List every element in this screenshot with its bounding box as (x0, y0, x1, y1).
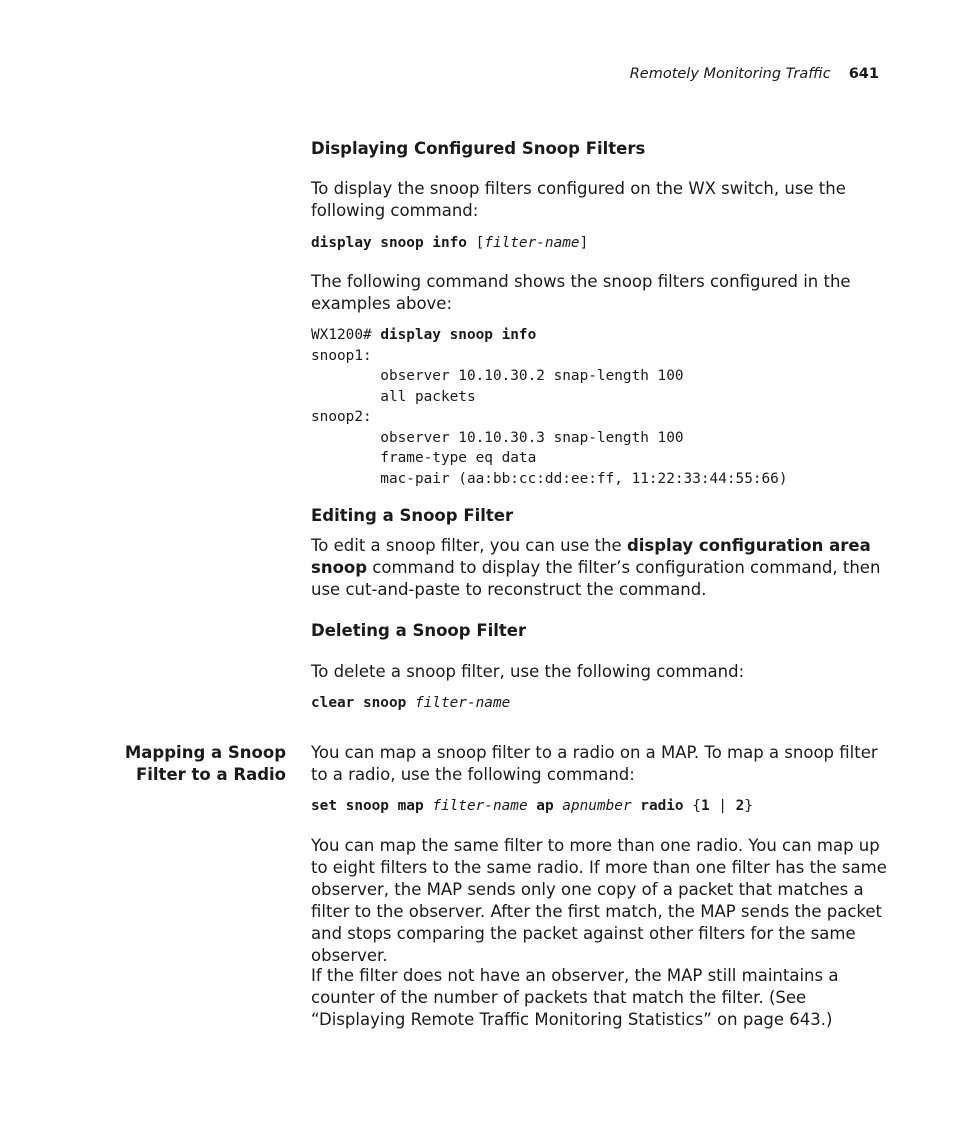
page-number: 641 (848, 66, 879, 82)
heading-editing-snoop-filter: Editing a Snoop Filter (311, 506, 514, 525)
output-line: snoop2: (311, 409, 372, 425)
command-brace-open: { (692, 798, 701, 814)
command-keyword: radio (640, 798, 684, 814)
running-header (630, 66, 879, 82)
command-set-snoop-map (311, 796, 753, 817)
example-prompt: WX1200# (311, 327, 381, 343)
command-argument: filter-name (432, 798, 528, 814)
running-header-title: Remotely Monitoring Traffic (629, 66, 831, 82)
heading-deleting-snoop-filter: Deleting a Snoop Filter (311, 621, 527, 640)
output-line: observer 10.10.30.2 snap-length 100 (311, 368, 684, 384)
command-value: 1 (700, 798, 710, 814)
paragraph-example-intro: The following command shows the snoop filters configured in the examples above: (311, 272, 851, 313)
edit-command-name: display configuration area snoop (311, 536, 871, 577)
side-heading-mapping (100, 742, 286, 786)
command-keyword: ap (536, 798, 554, 814)
command-value: 2 (735, 798, 745, 814)
paragraph-delete: To delete a snoop filter, use the following command: (311, 662, 745, 681)
command-bracket-close: ] (579, 235, 589, 251)
edit-text-b: command to display the filter’s configuration command, then use cut-and-paste to reconstruct the command. (311, 558, 881, 599)
command-argument: filter-name (484, 235, 580, 251)
paragraph-edit (311, 535, 891, 601)
command-argument: apnumber (562, 798, 632, 814)
paragraph-display-intro: To display the snoop filters configured on the WX switch, use the following command: (311, 179, 846, 220)
command-keyword: set snoop map (311, 798, 424, 814)
output-line: snoop1: (311, 347, 372, 364)
paragraph-map-details: You can map the same filter to more than one radio. You can map up to eight filters to the same radio. If more than one filter has the same observer, the MAP sends only one copy of a packet that matches a filter to the observer. After the first match, the MAP sends the packet and stops comparing the packet against other filters for the same observer. (311, 836, 887, 965)
paragraph-map-intro: You can map a snoop filter to a radio on a MAP. To map a snoop filter to a radio, use the following command: (311, 743, 878, 784)
command-keyword: display snoop info (311, 235, 467, 251)
side-heading-line-2: Filter to a Radio (135, 765, 286, 784)
output-line: all packets (311, 388, 476, 405)
output-line: frame-type eq data (311, 450, 537, 466)
command-space (406, 695, 415, 711)
paragraph-map-counter: If the filter does not have an observer, the MAP still maintains a counter of the number of packets that match the filter. (See “Displaying Remote Traffic Monitoring Statistics” on page 643.) (311, 966, 839, 1029)
command-bracket-open: [ (466, 235, 485, 251)
edit-text-a: To edit a snoop filter, you can use the (311, 536, 627, 555)
output-line: observer 10.10.30.3 snap-length 100 (311, 429, 684, 446)
command-clear-snoop (311, 693, 510, 714)
heading-displaying-snoop-filters: Displaying Configured Snoop Filters (311, 139, 646, 158)
example-command: display snoop info (380, 327, 537, 343)
side-heading-line-1: Mapping a Snoop (124, 743, 286, 762)
command-brace-close: } (744, 798, 753, 814)
command-argument: filter-name (414, 695, 511, 711)
command-display-snoop-info (311, 233, 588, 254)
command-keyword: clear snoop (311, 695, 407, 711)
command-separator: | (718, 798, 727, 814)
example-output (311, 325, 788, 489)
output-line: mac-pair (aa:bb:cc:dd:ee:ff, 11:22:33:44:55:66) (311, 470, 788, 487)
